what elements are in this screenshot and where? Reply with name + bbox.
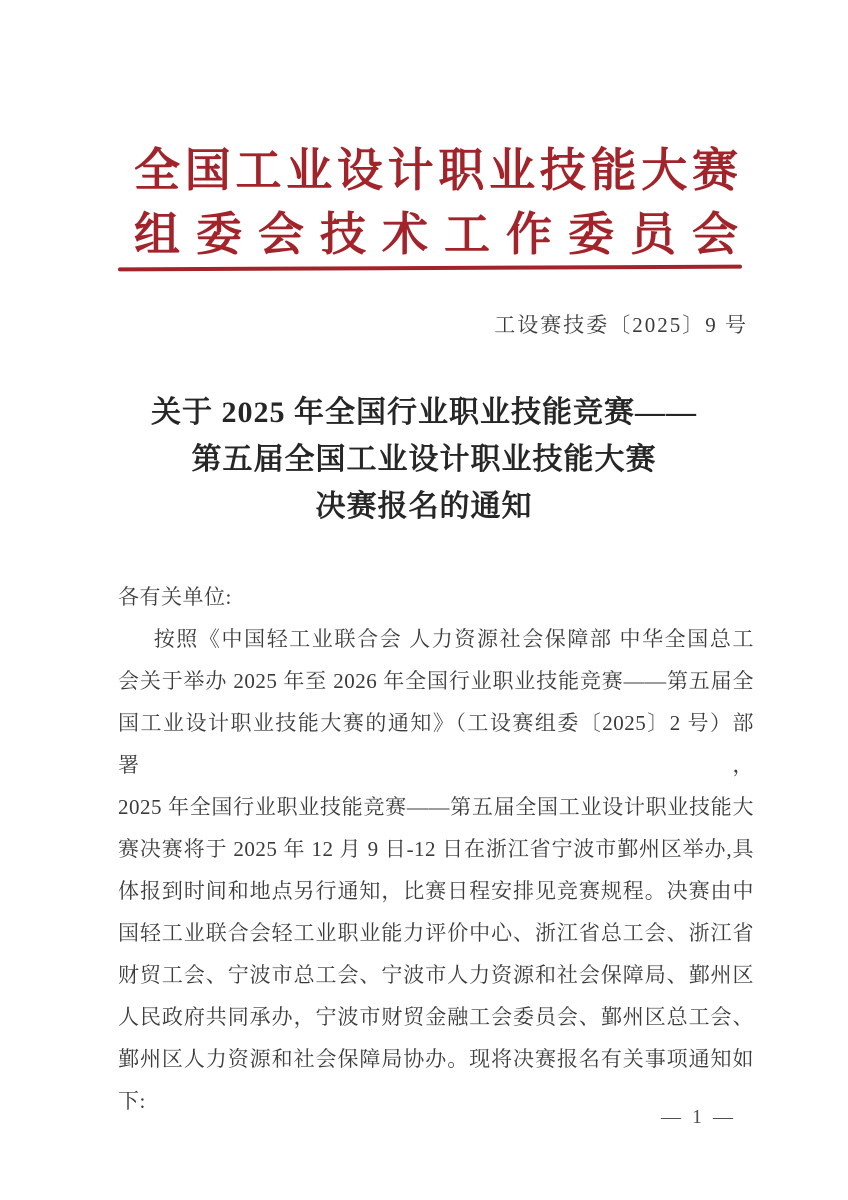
letterhead — [134, 139, 738, 267]
body-line: 财贸工会、宁波市总工会、宁波市人力资源和社会保障局、鄞州区 — [118, 963, 754, 987]
document-body — [118, 576, 754, 1122]
body-line: 2025 年全国行业职业技能竞赛——第五届全国工业设计职业技能大 — [118, 795, 754, 819]
body-line: 国工业设计职业技能大赛的通知》（工设赛组委〔2025〕2 号）部署， — [118, 711, 754, 777]
body-line: 人民政府共同承办，宁波市财贸金融工会委员会、鄞州区总工会、 — [118, 1005, 754, 1029]
body-line: 会关于举办 2025 年至 2026 年全国行业职业技能竞赛——第五届全 — [118, 669, 754, 693]
body-line: 体报到时间和地点另行通知，比赛日程安排见竞赛规程。决赛由中 — [118, 879, 754, 903]
page-number: — 1 — — [661, 1106, 736, 1128]
letterhead-line-2: 组委会技术工作委员会 — [134, 209, 738, 260]
body-line: 鄞州区人力资源和社会保障局协办。现将决赛报名有关事项通知如 — [118, 1047, 754, 1071]
body-line: 下: — [118, 1089, 146, 1113]
body-line: 赛决赛将于 2025 年 12 月 9 日-12 日在浙江省宁波市鄞州区举办,具 — [118, 837, 754, 861]
title-line-3: 决赛报名的通知 — [315, 490, 533, 523]
title-line-2: 第五届全国工业设计职业技能大赛 — [191, 443, 657, 476]
salutation: 各有关单位: — [118, 585, 232, 609]
body-line: 按照《中国轻工业联合会 人力资源社会保障部 中华全国总工 — [153, 627, 754, 651]
letterhead-line-1: 全国工业设计职业技能大赛 — [134, 145, 738, 196]
document-title — [64, 389, 784, 530]
document-number: 工设赛技委〔2025〕9 号 — [494, 313, 748, 337]
title-line-1: 关于 2025 年全国行业职业技能竞赛—— — [151, 396, 697, 429]
body-line: 国轻工业联合会轻工业职业能力评价中心、浙江省总工会、浙江省 — [118, 921, 754, 945]
